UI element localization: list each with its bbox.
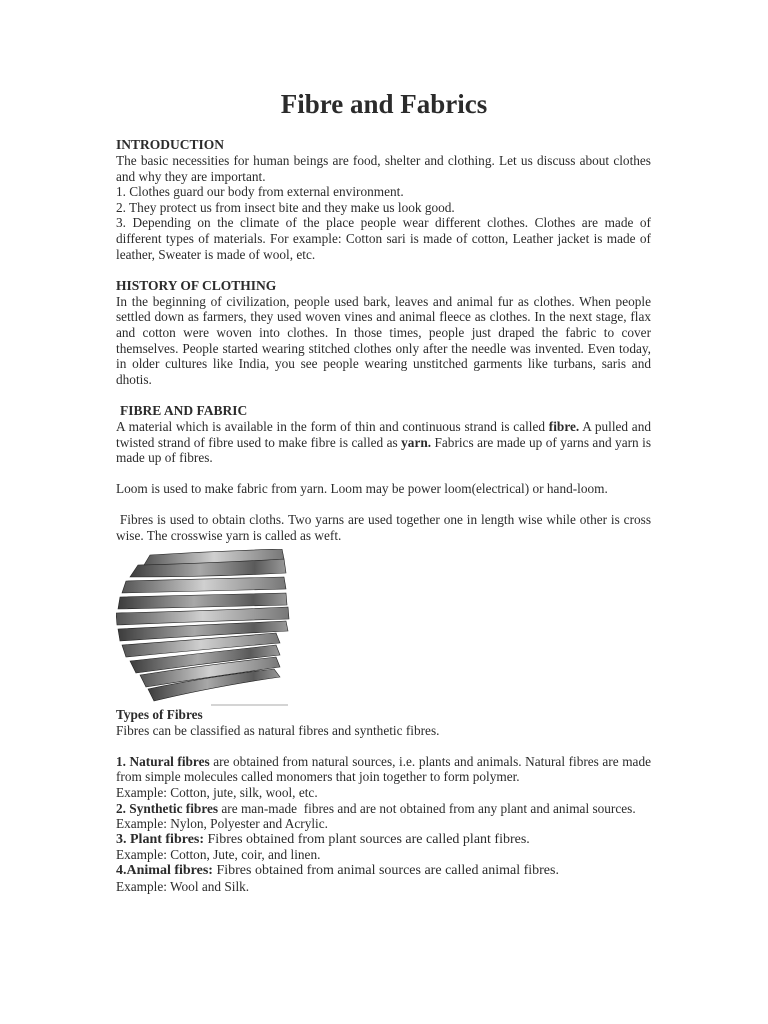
natural-fibres-label: 1. Natural fibres: [116, 753, 210, 769]
weft-paragraph: Fibres is used to obtain cloths. Two yarns are used together one in length wise while other is cross wise. The crosswise yarn is called as weft.: [116, 512, 655, 544]
text-run: Fibres obtained from plant sources are called plant fibres.: [204, 831, 530, 847]
intro-point-2: 2. They protect us from insect bite and they make us look good.: [116, 199, 455, 215]
fabric-stack-image: [116, 549, 291, 707]
history-paragraph: In the beginning of civilization, people used bark, leaves and animal fur as clothes. When people settled down as farmers, they used woven vines and animal fleece as clothes. In the next stage, flax and cotton were woven into clothes. In those times, people just draped the fabric to cover themselves. People started wearing stitched clothes only after the needle was invented. Even today, in older cultures like India, you see people wearing unstitched garments like turbans, saris and dhotis.: [116, 293, 651, 387]
fibre-fabric-paragraph: [116, 419, 651, 466]
animal-fibres-label: 4.Animal fibres:: [116, 863, 213, 878]
synthetic-fibres-label: 2. Synthetic fibres: [116, 800, 219, 816]
types-heading: Types of Fibres: [116, 706, 203, 722]
intro-point-3: 3. Depending on the climate of the place people wear different clothes. Clothes are made of different types of materials. For example: Cotton sari is made of cotton, Leather jacket is made of leather, Sweater is made of wool, etc.: [116, 215, 651, 262]
text-run: are man-made fibres and are not obtained from any plant and animal sources.: [218, 800, 636, 816]
text-run: are obtained from natural sources, i.e. plants and animals. Natural fibres are made from simple molecules called monomers that join together to form polymer.: [116, 753, 651, 785]
animal-fibres-paragraph: [116, 863, 651, 879]
intro-heading: INTRODUCTION: [116, 137, 225, 152]
plant-fibres-paragraph: [116, 832, 651, 848]
text-run: Fibres obtained from animal sources are called animal fibres.: [212, 863, 559, 878]
intro-paragraph: The basic necessities for human beings are food, shelter and clothing. Let us discuss about clothes and why they are important.: [116, 153, 651, 184]
plant-fibres-label: 3. Plant fibres:: [116, 831, 205, 847]
loom-paragraph: Loom is used to make fabric from yarn. Loom may be power loom(electrical) or hand-loom.: [116, 481, 608, 497]
history-heading: HISTORY OF CLOTHING: [116, 277, 277, 293]
synthetic-fibres-paragraph: [116, 801, 651, 817]
plant-fibres-example: Example: Cotton, Jute, coir, and linen.: [116, 847, 321, 863]
term-yarn: yarn.: [401, 434, 432, 450]
types-intro: Fibres can be classified as natural fibres and synthetic fibres.: [116, 722, 440, 738]
fibre-fabric-heading: FIBRE AND FABRIC: [120, 402, 248, 418]
text-run: A pulled and twisted strand of fibre used to make fibre is called as: [116, 418, 652, 450]
synthetic-fibres-example: Example: Nylon, Polyester and Acrylic.: [116, 816, 328, 832]
intro-point-1: 1. Clothes guard our body from external environment.: [116, 184, 404, 200]
document-body: [116, 137, 655, 894]
term-fibre: fibre.: [548, 418, 580, 434]
text-run: Fabrics are made up of yarns and yarn is made up of fibres.: [116, 434, 651, 466]
natural-fibres-example: Example: Cotton, jute, silk, wool, etc.: [116, 785, 318, 801]
text-run: A material which is available in the form of thin and continuous strand is called: [116, 418, 549, 434]
natural-fibres-paragraph: [116, 754, 651, 785]
page-title: Fibre and Fabrics: [280, 89, 488, 119]
animal-fibres-example: Example: Wool and Silk.: [116, 878, 250, 894]
